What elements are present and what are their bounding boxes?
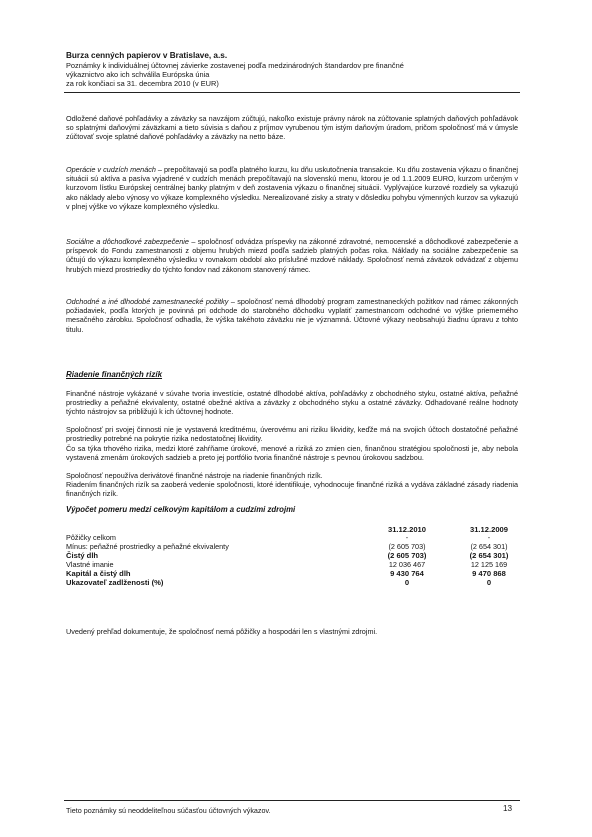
paragraph-risk-market: Čo sa týka trhového rizika, medzi ktoré zahŕňame úrokové, menové a riziká zo zmien cien, finančnou stratégiou spoločnosti je, aby nebola vystavená zmenám úrokových sadzieb a preto jej portfólio tvoria finančné nástroje s pevnou úrokovou sadzbou. (66, 444, 518, 463)
table-header-2009: 31.12.2009 (469, 524, 508, 534)
value-2010: 0 (404, 577, 410, 587)
paragraph-social-security (66, 237, 518, 274)
section-heading-risk: Riadenie finančných rizík (66, 370, 163, 379)
table-header-row (66, 524, 530, 534)
paragraph-risk-derivatives: Spoločnosť nepoužíva derivátové finančné nástroje na riadenie finančných rizík. (66, 471, 323, 480)
table-row (66, 543, 530, 552)
header-line-1: Poznámky k individuálnej účtovnej závierke zostavenej podľa medzinárodných štandardov pre finančné (66, 61, 404, 70)
paragraph-lead-employee-benefits: Odchodné a iné dlhodobé zamestnanecké požitky (66, 297, 229, 306)
value-2009: 9 470 868 (472, 568, 506, 578)
row-label: Vlastné imanie (66, 559, 114, 569)
row-label: Čistý dlh (66, 550, 99, 560)
table-row (66, 552, 530, 561)
paragraph-body-foreign-currency: – prepočítavajú sa podľa platného kurzu, ku dňu uskutočnenia transakcie. Ku dňu zostavenia výkazu o finančnej situácii sú aktíva a pasíva vyjadrené v cudzích menách prepočítavajú na slovenskú menu, ktorou je od 1.1.2009 EURO, kurzom určeným v kurzovom lístku Európskej centrálnej banky platným v deň zostavenia výkazu o finančnej situácii. Vyplývajúce kurzové rozdiely sa vykazujú ako náklady alebo výnosy vo výkaze komplexného výsledku. Nerealizované zisky a straty v dôsledku pohybu výmenných kurzov sa vykazujú v plnej výške vo výkaze komplexného výsledku. (66, 165, 518, 211)
paragraph-body-employee-benefits: – spoločnosť nemá dlhodobý program zamestnaneckých požitkov nad rámec zákonných požiadaviek, podľa ktorých je povinná pri odchode do starobného dôchodku vyplatiť zamestnancom odchodné vo výške priemerného mesačného zárobku. Spoločnosť odhadla, že výška takéhoto záväzku nie je významná. Účtovné výkazy neobsahujú žiadnu úpravu z tohto titulu. (66, 297, 518, 334)
paragraph-foreign-currency (66, 165, 518, 211)
value-2009: (2 654 301) (469, 550, 509, 560)
table-header-2010: 31.12.2010 (387, 524, 426, 534)
paragraph-employee-benefits (66, 297, 518, 334)
table-title: Výpočet pomeru medzi celkovým kapitálom a cudzími zdrojmi (66, 505, 296, 514)
header-line-3: za rok končiaci sa 31. decembra 2010 (v EUR) (66, 79, 219, 89)
paragraph-risk-management: Riadením finančných rizík sa zaoberá vedenie spoločnosti, ktoré identifikuje, vyhodnocuje finančné riziká a vydáva základné zásady riadenia finančných rizík. (66, 480, 518, 499)
document-header (66, 51, 536, 88)
paragraph-body-social-security: – spoločnosť odvádza príspevky na zákonné zdravotné, nemocenské a dôchodkové zabezpečenie a príspevok do Fondu zamestnanosti z objemu hrubých miezd podľa sadzieb platných počas roka. Náklady na sociálne zabezpečenie sa účtujú do výkazu komplexného výsledku v rovnakom období ako príslušné mzdové náklady. Spoločnosť nemá záväzok odvádzať z objemu hrubých miezd prostriedky do týchto fondov nad zákonom stanovený rámec. (66, 237, 518, 274)
header-divider (64, 92, 520, 93)
row-label: Pôžičky celkom (66, 533, 116, 542)
row-label: Ukazovateľ zadlženosti (%) (66, 577, 164, 587)
paragraph-closing: Uvedený prehľad dokumentuje, že spoločnosť nemá pôžičky a hospodári len s vlastnými zdrojmi. (66, 627, 378, 636)
value-2010: 12 036 467 (388, 559, 426, 569)
paragraph-risk-instruments: Finančné nástroje vykázané v súvahe tvoria investície, ostatné dlhodobé aktíva, pohľadávky z obchodného styku, ostatné aktíva, peňažné prostriedky a peňažné ekvivalenty, ostatné obežné aktíva a záväzky z obchodného styku a ostatné záväzky. Odhadované reálne hodnoty týchto nástrojov sa približujú k ich účtovnej hodnote. (66, 389, 518, 417)
paragraph-lead-social-security: Sociálne a dôchodkové zabezpečenie (66, 237, 189, 246)
value-2009: (2 654 301) (470, 541, 508, 551)
value-2010: (2 605 703) (387, 550, 427, 560)
value-2010: (2 605 703) (388, 541, 426, 551)
value-2009: 0 (486, 577, 492, 587)
value-2009: - (487, 533, 491, 542)
table-row (66, 579, 530, 588)
paragraph-risk-liquidity: Spoločnosť pri svojej činnosti nie je vystavená kreditnému, úverovému ani riziku likvidity, keďže má na svojich účtoch dostatočné peňažné prostriedky potrebné na pokrytie rizika nedostatočnej likvidity. (66, 425, 518, 444)
paragraph-lead-foreign-currency: Operácie v cudzích menách (66, 165, 156, 174)
table-row (66, 561, 530, 570)
value-2009: 12 125 169 (470, 559, 508, 569)
table-body (66, 534, 530, 587)
page-number: 13 (503, 804, 513, 813)
value-2010: - (405, 533, 409, 542)
footer-note: Tieto poznámky sú neoddeliteľnou súčasťou účtovných výkazov. (66, 806, 271, 815)
row-label: Kapitál a čistý dlh (66, 568, 131, 578)
capital-ratio-table (66, 524, 530, 587)
row-label: Mínus: peňažné prostriedky a peňažné ekvivalenty (66, 541, 229, 551)
company-name: Burza cenných papierov v Bratislave, a.s. (66, 51, 228, 60)
value-2010: 9 430 764 (390, 568, 424, 578)
paragraph-deferred-tax: Odložené daňové pohľadávky a záväzky sa navzájom zúčtujú, nakoľko existuje právny nárok na zúčtovanie splatných daňových pohľadávok so splatnými daňovými záväzkami a tieto súvisia s daňou z príjmov vyrubenou tým istým daňovým úradom, pričom spoločnosť má v úmysle zúčtovať svoje splatné daňové pohľadávky a záväzky na netto báze. (66, 114, 518, 142)
footer-divider (64, 800, 520, 801)
header-line-2: výkaznictvo ako ich schválila Európska únia (66, 70, 210, 80)
